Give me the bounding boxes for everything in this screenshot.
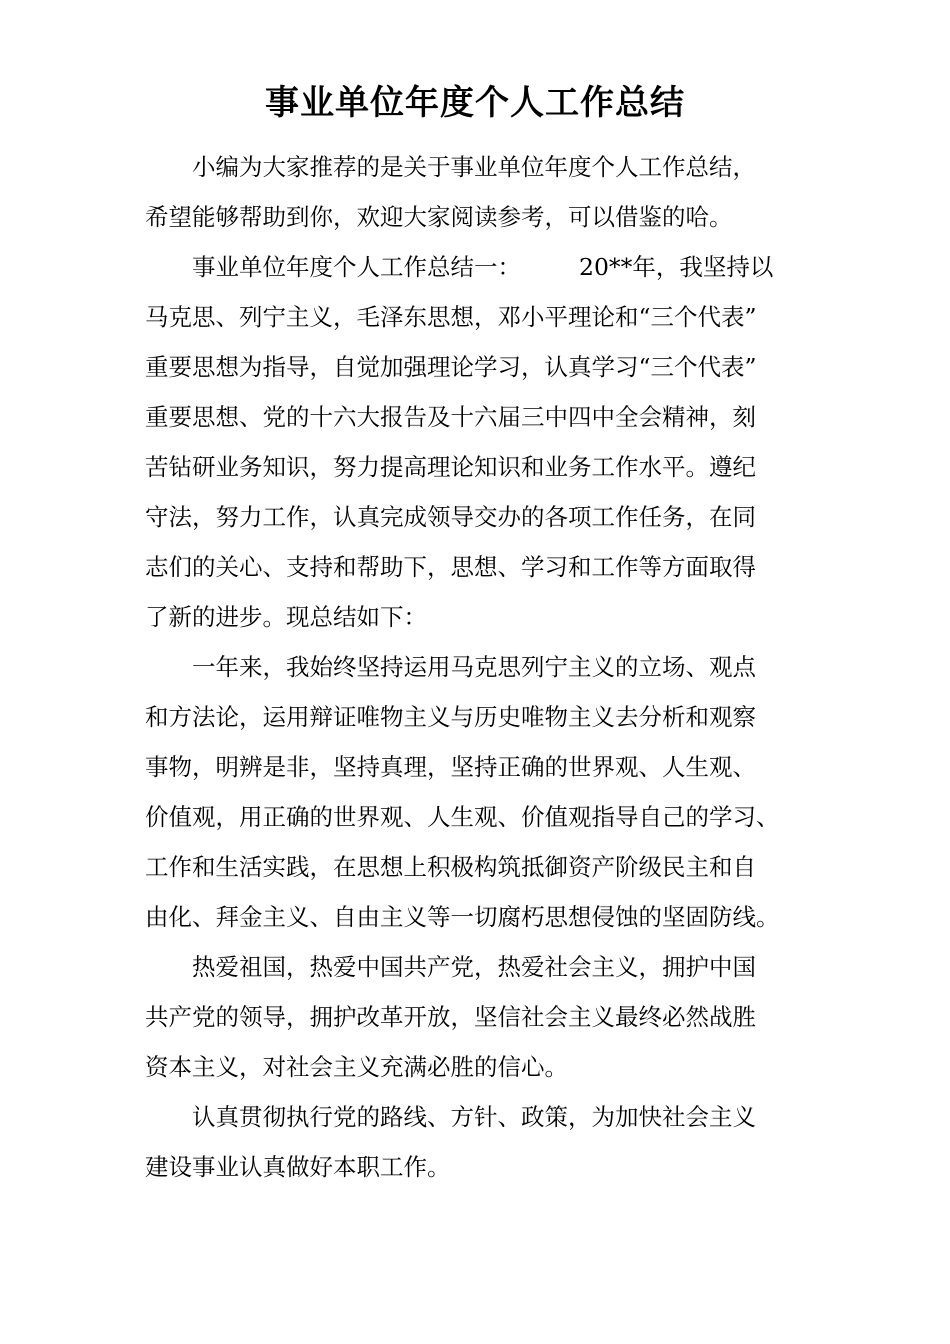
text-line: 工作和生活实践，在思想上积极构筑抵御资产阶级民主和自 bbox=[145, 853, 756, 881]
document-body bbox=[145, 142, 815, 1192]
section-heading: 事业单位年度个人工作总结一： bbox=[192, 253, 521, 281]
text-line: 希望能够帮助到你，欢迎大家阅读参考，可以借鉴的哈。 bbox=[145, 203, 733, 231]
body-paragraph bbox=[145, 1092, 815, 1192]
text-line: 了新的进步。现总结如下： bbox=[145, 603, 427, 631]
text-line: 认真贯彻执行党的路线、方针、政策，为加快社会主义 bbox=[192, 1103, 756, 1131]
text-line: 共产党的领导，拥护改革开放，坚信社会主义最终必然战胜 bbox=[145, 1003, 756, 1031]
text-line: 马克思、列宁主义，毛泽东思想，邓小平理论和“三个代表” bbox=[145, 303, 757, 331]
text-line: 事物，明辨是非，坚持真理，坚持正确的世界观、人生观、 bbox=[145, 753, 756, 781]
text-line-continuation: 20**年，我坚持以 bbox=[579, 253, 774, 281]
text-line: 资本主义，对社会主义充满必胜的信心。 bbox=[145, 1053, 568, 1081]
text-line: 小编为大家推荐的是关于事业单位年度个人工作总结， bbox=[192, 153, 756, 181]
text-line: 志们的关心、支持和帮助下，思想、学习和工作等方面取得 bbox=[145, 553, 756, 581]
text-line: 守法，努力工作，认真完成领导交办的各项工作任务，在同 bbox=[145, 503, 756, 531]
body-paragraph bbox=[145, 942, 815, 1092]
text-line: 重要思想为指导，自觉加强理论学习，认真学习“三个代表” bbox=[145, 353, 757, 381]
text-line: 由化、拜金主义、自由主义等一切腐朽思想侵蚀的坚固防线。 bbox=[145, 903, 780, 931]
text-line: 苦钻研业务知识，努力提高理论知识和业务工作水平。遵纪 bbox=[145, 453, 756, 481]
text-line: 价值观，用正确的世界观、人生观、价值观指导自己的学习、 bbox=[145, 803, 780, 831]
body-paragraph bbox=[145, 642, 815, 942]
text-line bbox=[145, 242, 815, 292]
intro-paragraph bbox=[145, 142, 815, 242]
text-line: 和方法论，运用辩证唯物主义与历史唯物主义去分析和观察 bbox=[145, 703, 756, 731]
text-line: 热爱祖国，热爱中国共产党，热爱社会主义，拥护中国 bbox=[192, 953, 756, 981]
text-line: 重要思想、党的十六大报告及十六届三中四中全会精神，刻 bbox=[145, 403, 756, 431]
text-line: 一年来，我始终坚持运用马克思列宁主义的立场、观点 bbox=[192, 653, 756, 681]
document-title: 事业单位年度个人工作总结 bbox=[265, 83, 685, 123]
text-line: 建设事业认真做好本职工作。 bbox=[145, 1153, 451, 1181]
summary-one-paragraph bbox=[145, 242, 815, 642]
